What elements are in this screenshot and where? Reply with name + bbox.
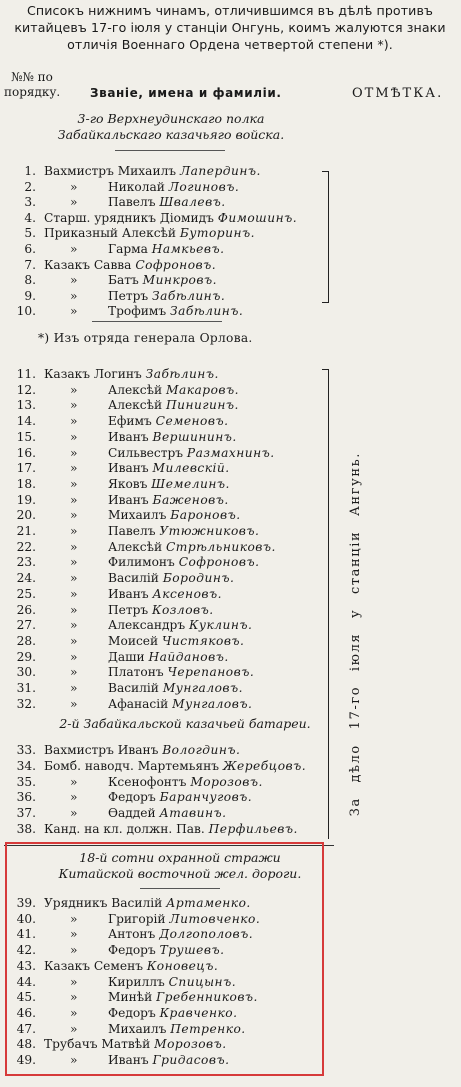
list-item: [8, 523, 328, 540]
surname: Мунгаловъ.: [172, 696, 253, 711]
rank-label: Вахмистръ: [44, 743, 114, 757]
list-item: [8, 382, 328, 399]
surname: Перфильевъ.: [208, 822, 298, 836]
list-item: [8, 617, 328, 634]
ditto-mark: »: [70, 273, 78, 288]
item-number: 4.: [24, 210, 36, 225]
item-number: 36.: [16, 790, 36, 805]
rank-label: Казакъ: [44, 958, 90, 973]
first-name: Петръ: [108, 288, 149, 303]
rank-label: Канд. на кл. должн.: [44, 822, 173, 836]
surname: Трушевъ.: [159, 943, 225, 958]
footnote-orlov: *) Изъ отряда генерала Орлова.: [38, 331, 253, 345]
ditto-mark: »: [70, 806, 78, 821]
item-number: 33.: [16, 743, 36, 757]
first-name: Филимонъ: [108, 555, 175, 570]
document-title: Списокъ нижнимъ чинамъ, отличившимся въ дѣлѣ противъ китайцевъ 17-го іюля у станціи Онгунь, коимъ жалуются знаки отличія Военнаго Ордена четвертой степени *).: [14, 3, 446, 52]
surname: Минкровъ.: [142, 273, 217, 288]
first-name: Александръ: [108, 618, 186, 633]
surname: Семеновъ.: [155, 414, 229, 429]
list-item: [8, 272, 328, 289]
surname: Найдановъ.: [148, 649, 229, 664]
list-item: [8, 445, 328, 462]
surname: Петренко.: [170, 1021, 246, 1036]
list-item: [8, 821, 328, 838]
ditto-mark: »: [70, 1021, 78, 1036]
surname: Софроновъ.: [135, 257, 217, 272]
first-name: Логинъ: [93, 367, 142, 381]
surname: Буторинъ.: [179, 226, 255, 241]
surname: Утюжниковъ.: [159, 524, 260, 538]
rank-label: Вахмистръ: [44, 164, 114, 178]
ditto-mark: »: [70, 539, 78, 554]
list-item: [8, 397, 328, 414]
surname: Жеребцовъ.: [222, 758, 307, 773]
item-number: 41.: [16, 927, 36, 942]
first-name: Алексѣй: [108, 398, 163, 413]
item-number: 10.: [16, 304, 36, 319]
first-name: Минѣй: [108, 990, 153, 1005]
surname: Фимошинъ.: [217, 210, 298, 225]
first-name: Кириллъ: [108, 974, 165, 989]
ditto-mark: »: [70, 911, 78, 926]
item-number: 5.: [24, 226, 36, 241]
surname: Гребенниковъ.: [156, 990, 258, 1005]
first-name: Иванъ: [108, 461, 149, 476]
list-item: [8, 570, 328, 587]
surname: Баженовъ.: [152, 492, 229, 507]
rank-label: Приказный: [44, 226, 119, 241]
first-name: Василій: [108, 681, 159, 695]
list-item: [8, 492, 328, 509]
list-item: [8, 696, 328, 713]
item-number: 42.: [16, 943, 36, 958]
list-item: [8, 179, 328, 196]
ditto-mark: »: [70, 790, 78, 805]
item-number: 29.: [16, 649, 36, 664]
item-number: 39.: [16, 896, 36, 910]
first-name: Гарма: [108, 242, 148, 256]
first-name: Алексѣй: [108, 382, 163, 397]
list-item: [8, 586, 328, 603]
item-number: 19.: [16, 492, 36, 507]
surname: Литовченко.: [169, 911, 261, 926]
item-number: 7.: [24, 257, 36, 272]
first-name: Алексѣй: [108, 539, 163, 554]
first-name: Савва: [93, 257, 132, 272]
ditto-mark: »: [70, 508, 78, 523]
first-name: Ксенофонтъ: [108, 774, 187, 789]
first-name: Діомидъ: [159, 210, 214, 225]
divider: [115, 150, 225, 151]
list-item: [8, 225, 328, 242]
surname: Швалевъ.: [159, 195, 226, 210]
first-name: Семенъ: [93, 958, 143, 973]
first-name: Василій: [108, 571, 159, 586]
rank-label: Старш. урядникъ: [44, 210, 156, 225]
list-item: [8, 554, 328, 571]
ditto-mark: »: [70, 633, 78, 648]
ditto-mark: »: [70, 195, 78, 210]
item-number: 23.: [16, 555, 36, 570]
surname: Спицынъ.: [168, 974, 237, 989]
item-number: 44.: [16, 974, 36, 989]
first-name: Матвѣй: [101, 1037, 151, 1052]
item-number: 48.: [16, 1037, 36, 1052]
surname: Макаровъ.: [165, 382, 240, 397]
first-name: Федоръ: [108, 790, 156, 805]
first-name: Федоръ: [108, 943, 156, 958]
first-name: Батъ: [108, 273, 139, 288]
list-item: [8, 476, 328, 493]
first-name: Сильвестръ: [108, 445, 184, 460]
list-item: [8, 774, 328, 791]
list-item: [8, 742, 328, 759]
ditto-mark: »: [70, 398, 78, 413]
surname: Бородинъ.: [162, 571, 235, 586]
ditto-mark: »: [70, 555, 78, 570]
surname: Долгополовъ.: [159, 927, 254, 942]
rank-label: Трубачъ: [44, 1037, 98, 1052]
first-name: Ефимъ: [108, 414, 152, 429]
first-name: Иванъ: [108, 586, 149, 601]
surname: Забѣлинъ.: [152, 288, 226, 303]
ditto-mark: »: [70, 524, 78, 538]
item-number: 30.: [16, 665, 36, 680]
rank-label: Казакъ: [44, 367, 90, 381]
divider: [92, 321, 222, 322]
list-item: [8, 758, 328, 775]
surname: Намкьевъ.: [151, 242, 225, 256]
item-number: 45.: [16, 990, 36, 1005]
item-number: 2.: [24, 179, 36, 194]
list-item: [8, 460, 328, 477]
ditto-mark: »: [70, 571, 78, 586]
first-name: Михаилъ: [108, 508, 167, 523]
item-number: 25.: [16, 586, 36, 601]
item-number: 31.: [16, 681, 36, 695]
surname: Милевскій.: [152, 461, 230, 476]
surname: Стрѣльниковъ.: [165, 539, 276, 554]
item-number: 40.: [16, 911, 36, 926]
first-name: Федоръ: [108, 1005, 156, 1020]
ditto-mark: »: [70, 618, 78, 633]
surname: Морозовъ.: [190, 774, 263, 789]
item-number: 49.: [16, 1053, 36, 1067]
surname: Коновецъ.: [146, 958, 219, 973]
ditto-mark: »: [70, 943, 78, 958]
first-name: Михаилъ: [117, 164, 177, 178]
item-number: 17.: [16, 461, 36, 476]
item-number: 11.: [16, 367, 36, 381]
list-item: [8, 257, 328, 274]
item-number: 12.: [16, 382, 36, 397]
first-name: Григорій: [108, 911, 166, 926]
surname: Вологдинъ.: [162, 743, 241, 757]
item-number: 37.: [16, 806, 36, 821]
surname: Размахнинъ.: [186, 445, 275, 460]
surname: Аксеновъ.: [152, 586, 223, 601]
margin-note-vertical: За дѣло 17-го іюля у станціи Ангунь.: [348, 452, 363, 817]
first-name: Мартемьянъ: [137, 758, 219, 773]
first-name: Моисей: [108, 633, 159, 648]
surname: Кравченко.: [159, 1005, 238, 1020]
list-item: [8, 288, 328, 305]
surname: Бароновъ.: [170, 508, 241, 523]
ditto-mark: »: [70, 602, 78, 617]
surname: Козловъ.: [152, 602, 214, 617]
group-brace-1: [328, 171, 332, 303]
first-name: Платонъ: [108, 665, 164, 680]
ditto-mark: »: [70, 429, 78, 444]
ditto-mark: »: [70, 414, 78, 429]
surname: Морозовъ.: [154, 1037, 227, 1052]
item-number: 43.: [16, 958, 36, 973]
item-number: 9.: [24, 288, 36, 303]
item-number: 13.: [16, 398, 36, 413]
list-item: [8, 413, 328, 430]
first-name: Петръ: [108, 602, 149, 617]
first-name: Антонъ: [108, 927, 156, 942]
ditto-mark: »: [70, 492, 78, 507]
list-item: [8, 303, 328, 320]
column-header-number: №№ по порядку.: [4, 70, 61, 99]
list-item: [8, 805, 328, 822]
item-number: 34.: [16, 758, 36, 773]
first-name: Даши: [108, 649, 145, 664]
ditto-mark: »: [70, 927, 78, 942]
item-number: 24.: [16, 571, 36, 586]
item-number: 28.: [16, 633, 36, 648]
item-number: 6.: [24, 242, 36, 256]
ditto-mark: »: [70, 696, 78, 711]
first-name: Яковъ: [108, 476, 148, 491]
surname: Мунгаловъ.: [162, 681, 244, 695]
first-name: Михаилъ: [108, 1021, 167, 1036]
item-number: 3.: [24, 195, 36, 210]
item-number: 8.: [24, 273, 36, 288]
surname: Софроновъ.: [178, 555, 260, 570]
ditto-mark: »: [70, 242, 78, 256]
item-number: 15.: [16, 429, 36, 444]
list-item: [8, 539, 328, 556]
first-name: Ѳаддей: [108, 806, 156, 821]
list-item: [8, 602, 328, 619]
ditto-mark: »: [70, 665, 78, 680]
list-item: [8, 789, 328, 806]
first-name: Афанасій: [108, 696, 169, 711]
list-item: [8, 210, 328, 227]
surname: Пинигинъ.: [165, 398, 239, 413]
rank-label: Бомб. наводч.: [44, 758, 134, 773]
column-header-names: Званіе, имена и фамиліи.: [90, 86, 282, 100]
list-item: [8, 194, 328, 211]
rank-label: Урядникъ: [44, 896, 108, 910]
ditto-mark: »: [70, 304, 78, 319]
first-name: Трофимъ: [108, 304, 167, 319]
surname: Лапердинъ.: [179, 164, 261, 178]
ditto-mark: »: [70, 974, 78, 989]
item-number: 16.: [16, 445, 36, 460]
surname: Забѣлинъ.: [145, 367, 219, 381]
first-name: Василій: [111, 896, 163, 910]
ditto-mark: »: [70, 990, 78, 1005]
surname: Забѣлинъ.: [170, 304, 244, 319]
first-name: Николай: [108, 179, 165, 194]
item-number: 26.: [16, 602, 36, 617]
item-number: 32.: [16, 696, 36, 711]
section-heading-battery: 2-й Забайкальской казачьей батареи.: [59, 716, 311, 731]
item-number: 46.: [16, 1005, 36, 1020]
list-item: [8, 163, 328, 180]
list-item: [8, 649, 328, 666]
rank-label: Казакъ: [44, 257, 90, 272]
ditto-mark: »: [70, 586, 78, 601]
group-brace-2: [328, 369, 332, 839]
first-name: Алексѣй: [121, 226, 177, 241]
first-name: Иванъ: [117, 743, 159, 757]
item-number: 35.: [16, 774, 36, 789]
item-number: 14.: [16, 414, 36, 429]
surname: Логиновъ.: [168, 179, 240, 194]
ditto-mark: »: [70, 179, 78, 194]
first-name: Иванъ: [108, 429, 149, 444]
item-number: 38.: [16, 822, 36, 836]
surname: Атавинъ.: [159, 806, 227, 821]
list-item: [8, 664, 328, 681]
list-item: [8, 507, 328, 524]
item-number: 21.: [16, 524, 36, 538]
surname: Гридасовъ.: [152, 1053, 230, 1067]
section-heading-verkhneudinsk: 3-го Верхнеудинскаго полка Забайкальскаго казачьяго войска.: [57, 111, 285, 142]
list-item: [8, 680, 328, 697]
ditto-mark: »: [70, 382, 78, 397]
ditto-mark: »: [70, 774, 78, 789]
ditto-mark: »: [70, 1005, 78, 1020]
surname: Шемелинъ.: [151, 476, 230, 491]
column-header-note: ОТМѢТКА.: [352, 86, 444, 101]
surname: Баранчуговъ.: [159, 790, 253, 805]
item-number: 1.: [24, 164, 36, 178]
ditto-mark: »: [70, 649, 78, 664]
surname: Черепановъ.: [167, 665, 255, 680]
surname: Куклинъ.: [188, 618, 253, 633]
first-name: Пав.: [176, 822, 205, 836]
list-item: [8, 241, 328, 258]
item-number: 27.: [16, 618, 36, 633]
list-item: [8, 633, 328, 650]
list-item: [8, 429, 328, 446]
first-name: Павелъ: [108, 524, 156, 538]
item-number: 20.: [16, 508, 36, 523]
item-number: 22.: [16, 539, 36, 554]
surname: Чистяковъ.: [161, 633, 245, 648]
highlight-box: [5, 842, 324, 1076]
ditto-mark: »: [70, 681, 78, 695]
ditto-mark: »: [70, 476, 78, 491]
first-name: Иванъ: [108, 492, 149, 507]
ditto-mark: »: [70, 445, 78, 460]
first-name: Иванъ: [108, 1053, 149, 1067]
first-name: Павелъ: [108, 195, 156, 210]
list-item: [8, 366, 328, 383]
ditto-mark: »: [70, 1053, 78, 1067]
ditto-mark: »: [70, 288, 78, 303]
surname: Артаменко.: [166, 896, 251, 910]
item-number: 47.: [16, 1021, 36, 1036]
ditto-mark: »: [70, 461, 78, 476]
surname: Вершининъ.: [152, 429, 237, 444]
item-number: 18.: [16, 476, 36, 491]
section-heading-guard-18: 18-й сотни охранной стражи Китайской восточной жел. дороги.: [58, 850, 302, 881]
